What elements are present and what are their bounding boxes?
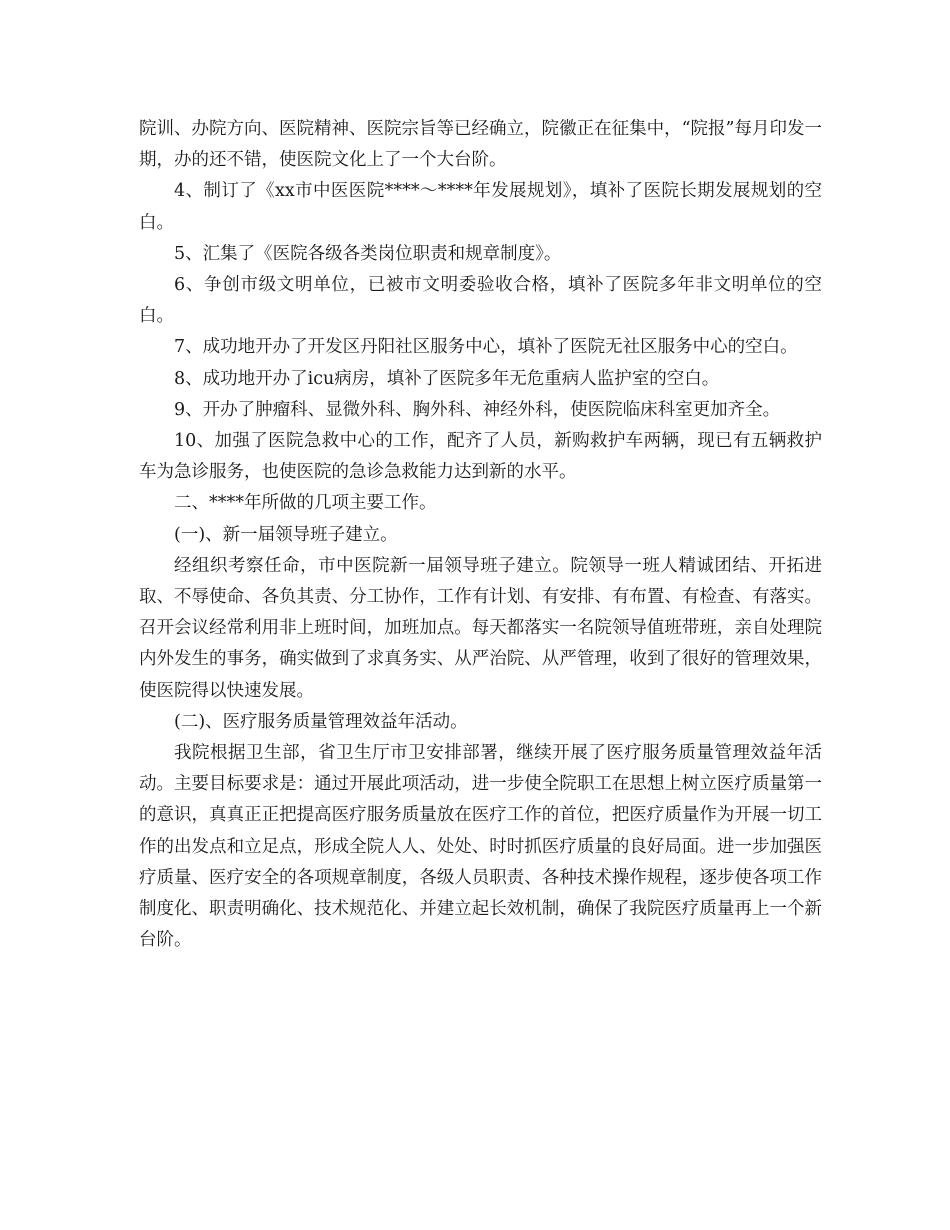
paragraph: 经组织考察任命，市中医院新一届领导班子建立。院领导一班人精诚团结、开拓进取、不辱使命、各负其责、分工协作，工作有计划、有安排、有布置、有检查、有落实。召开会议经常利用非上班时间，加班加点。每天都落实一名院领导值班带班，亲自处理院内外发生的事务，确实做到了求真务实、从严治院、从严管理，收到了很好的管理效果，使医院得以快速发展。 (139, 555, 822, 701)
document-body (139, 114, 822, 956)
paragraph: 10、加强了医院急救中心的工作，配齐了人员，新购救护车两辆，现已有五辆救护车为急诊服务，也使医院的急诊急救能力达到新的水平。 (139, 431, 822, 483)
paragraph: 院训、办院方向、医院精神、医院宗旨等已经确立，院徽正在征集中，“院报”每月印发一期，办的还不错，使医院文化上了一个大台阶。 (139, 119, 822, 171)
paragraph: 8、成功地开办了icu病房，填补了医院多年无危重病人监护室的空白。 (174, 368, 720, 389)
paragraph: 4、制订了《xx市中医医院****～****年发展规划》，填补了医院长期发展规划的空白。 (139, 181, 822, 233)
paragraph: 7、成功地开办了开发区丹阳社区服务中心，填补了医院无社区服务中心的空白。 (174, 337, 798, 358)
paragraph: 我院根据卫生部，省卫生厅市卫安排部署，继续开展了医疗服务质量管理效益年活动。主要目标要求是：通过开展此项活动，进一步使全院职工在思想上树立医疗质量第一的意识，真真正正把提高医疗服务质量放在医疗工作的首位，把医疗质量作为开展一切工作的出发点和立足点，形成全院人人、处处、时时抓医疗质量的良好局面。进一步加强医疗质量、医疗安全的各项规章制度，各级人员职责、各种技术操作规程，逐步使各项工作制度化、职责明确化、技术规范化、并建立起长效机制，确保了我院医疗质量再上一个新台阶。 (139, 743, 822, 951)
paragraph: 5、汇集了《医院各级各类岗位职责和规章制度》。 (174, 243, 562, 264)
subsection-heading: (一)、新一届领导班子建立。 (174, 524, 398, 545)
subsection-heading: (二)、医疗服务质量管理效益年活动。 (174, 711, 468, 732)
paragraph: 9、开办了肿瘤科、显微外科、胸外科、神经外科，使医院临床科室更加齐全。 (174, 399, 781, 420)
paragraph: 6、争创市级文明单位，已被市文明委验收合格，填补了医院多年非文明单位的空白。 (139, 275, 822, 327)
section-heading: 二、****年所做的几项主要工作。 (174, 493, 437, 514)
